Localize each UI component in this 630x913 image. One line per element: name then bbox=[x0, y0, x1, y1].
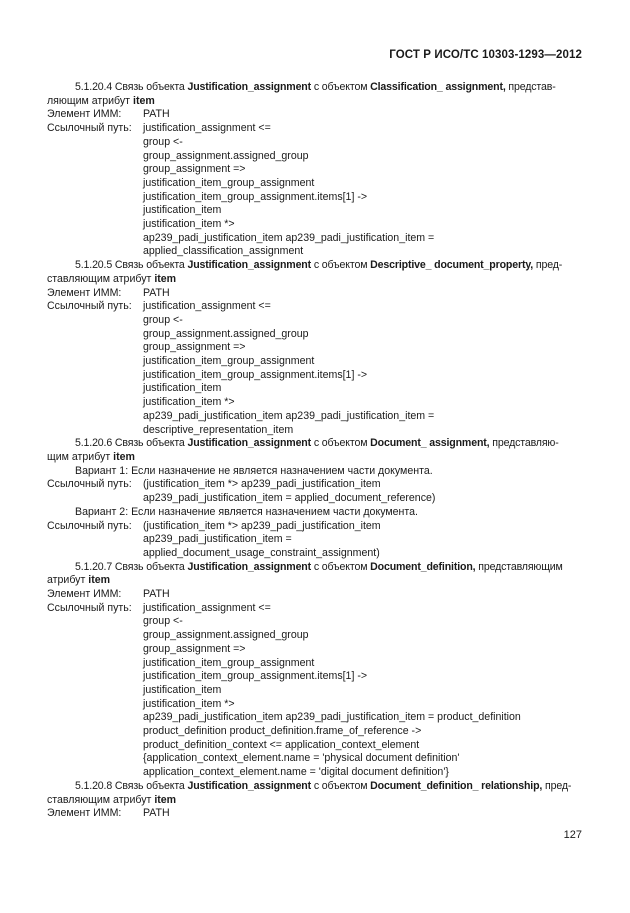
path-line: justification_item bbox=[143, 683, 222, 696]
path-row: Ссылочный путь: (justification_item *> ap239_padi_justification_item bbox=[47, 478, 381, 491]
path-line: group <- bbox=[143, 135, 183, 148]
element-row: Элемент ИММ: PATH bbox=[47, 286, 170, 299]
section-5-1-20-4-heading-cont: ляющим атрибут item bbox=[47, 94, 155, 107]
target-entity: Document_ assignment, bbox=[370, 437, 490, 450]
entity-name: Justification_assignment bbox=[187, 779, 312, 792]
element-row: Элемент ИММ: PATH bbox=[47, 807, 170, 820]
section-number: 5.1.20.5 bbox=[75, 259, 113, 272]
path-row: Ссылочный путь: justification_assignment <= bbox=[47, 300, 271, 313]
path-line: product_definition_context <= application_context_element bbox=[143, 738, 420, 751]
element-row: Элемент ИММ: PATH bbox=[47, 588, 170, 601]
path-line: justification_item_group_assignment bbox=[143, 176, 315, 189]
target-entity: Classification_ assignment, bbox=[370, 81, 506, 93]
section-5-1-20-6-heading-cont: щим атрибут item bbox=[47, 450, 135, 463]
path-line: group_assignment => bbox=[143, 163, 246, 176]
path-line: group_assignment => bbox=[143, 341, 246, 354]
section-5-1-20-7-heading-cont: атрибут item bbox=[47, 574, 111, 587]
text: с объектом bbox=[313, 437, 368, 450]
text: Связь объекта bbox=[114, 81, 185, 93]
text: с объектом bbox=[313, 81, 368, 93]
text: представ- bbox=[508, 81, 556, 93]
text: пред- bbox=[535, 259, 563, 272]
attribute-name: item bbox=[154, 272, 177, 285]
entity-name: Justification_assignment bbox=[187, 560, 312, 573]
path-line: descriptive_representation_item bbox=[143, 423, 294, 436]
entity-name: Justification_assignment bbox=[187, 437, 312, 450]
path-line: justification_item_group_assignment bbox=[143, 355, 315, 368]
path-line: applied_document_usage_constraint_assignment) bbox=[143, 546, 380, 559]
document-body bbox=[47, 81, 583, 821]
section-5-1-20-5-heading bbox=[47, 259, 583, 273]
section-5-1-20-7-heading bbox=[47, 561, 583, 575]
path-line: product_definition product_definition.frame_of_reference -> bbox=[143, 725, 422, 738]
text: Связь объекта bbox=[114, 779, 185, 792]
path-line: group_assignment.assigned_group bbox=[143, 149, 309, 162]
path-line: group <- bbox=[143, 615, 183, 628]
target-entity: Document_definition_ relationship, bbox=[370, 779, 543, 792]
page-number: 127 bbox=[563, 829, 582, 841]
path-line: group_assignment => bbox=[143, 642, 246, 655]
path-line: ap239_padi_justification_item ap239_padi_justification_item = bbox=[143, 409, 435, 422]
path-line: {application_context_element.name = 'physical document definition' bbox=[143, 752, 460, 765]
path-line: group_assignment.assigned_group bbox=[143, 327, 309, 340]
text: Связь объекта bbox=[114, 437, 185, 450]
section-number: 5.1.20.7 bbox=[75, 560, 113, 573]
text: представляю- bbox=[492, 437, 559, 450]
section-number: 5.1.20.4 bbox=[75, 81, 113, 93]
path-line: justification_item *> bbox=[143, 697, 235, 710]
attribute-name: item bbox=[154, 793, 177, 806]
path-line: applied_classification_assignment bbox=[143, 245, 304, 258]
attribute-name: item bbox=[88, 574, 111, 587]
section-5-1-20-6-heading bbox=[47, 437, 583, 451]
path-line: ap239_padi_justification_item ap239_padi_justification_item = bbox=[143, 231, 435, 244]
section-5-1-20-8-heading-cont: ставляющим атрибут item bbox=[47, 793, 177, 806]
section-5-1-20-4-heading bbox=[47, 81, 583, 95]
variant-2: Вариант 2: Если назначение является назначением части документа. bbox=[75, 505, 418, 518]
text: Связь объекта bbox=[114, 259, 185, 272]
path-line: justification_item bbox=[143, 204, 222, 217]
path-line: justification_item_group_assignment bbox=[143, 656, 315, 669]
path-row: Ссылочный путь: justification_assignment <= bbox=[47, 601, 271, 614]
entity-name: Justification_assignment bbox=[187, 81, 312, 93]
path-line: justification_item_group_assignment.items[1] -> bbox=[143, 670, 368, 683]
text: Связь объекта bbox=[114, 560, 185, 573]
path-line: application_context_element.name = 'digital document definition'} bbox=[143, 766, 449, 779]
path-line: justification_item *> bbox=[143, 396, 235, 409]
path-line: group <- bbox=[143, 313, 183, 326]
path-line: justification_item_group_assignment.items[1] -> bbox=[143, 190, 368, 203]
text: с объектом bbox=[313, 259, 368, 272]
path-line: justification_item *> bbox=[143, 218, 235, 231]
text: пред- bbox=[545, 779, 572, 792]
path-line: justification_item_group_assignment.items[1] -> bbox=[143, 368, 368, 381]
page-header: ГОСТ Р ИСО/ТС 10303-1293—2012 bbox=[389, 49, 582, 61]
path-row: Ссылочный путь: (justification_item *> ap239_padi_justification_item bbox=[47, 519, 381, 532]
section-5-1-20-5-heading-cont: ставляющим атрибут item bbox=[47, 272, 177, 285]
text: с объектом bbox=[313, 560, 368, 573]
element-row: Элемент ИММ: PATH bbox=[47, 108, 170, 121]
path-line: justification_item bbox=[143, 382, 222, 395]
section-5-1-20-8-heading bbox=[47, 780, 583, 794]
path-line: ap239_padi_justification_item ap239_padi_justification_item = product_definition bbox=[143, 711, 521, 724]
attribute-name: item bbox=[133, 94, 155, 107]
path-line: ap239_padi_justification_item = bbox=[143, 533, 292, 546]
attribute-name: item bbox=[113, 450, 135, 463]
path-row: Ссылочный путь: justification_assignment <= bbox=[47, 122, 271, 135]
path-line: ap239_padi_justification_item = applied_document_reference) bbox=[143, 492, 436, 505]
target-entity: Document_definition, bbox=[370, 560, 476, 573]
text: представляющим bbox=[478, 560, 563, 573]
variant-1: Вариант 1: Если назначение не является назначением части документа. bbox=[75, 464, 433, 477]
section-number: 5.1.20.6 bbox=[75, 437, 113, 450]
path-line: group_assignment.assigned_group bbox=[143, 629, 309, 642]
section-number: 5.1.20.8 bbox=[75, 779, 113, 792]
target-entity: Descriptive_ document_property, bbox=[370, 259, 534, 272]
entity-name: Justification_assignment bbox=[187, 259, 312, 272]
text: с объектом bbox=[313, 779, 368, 792]
